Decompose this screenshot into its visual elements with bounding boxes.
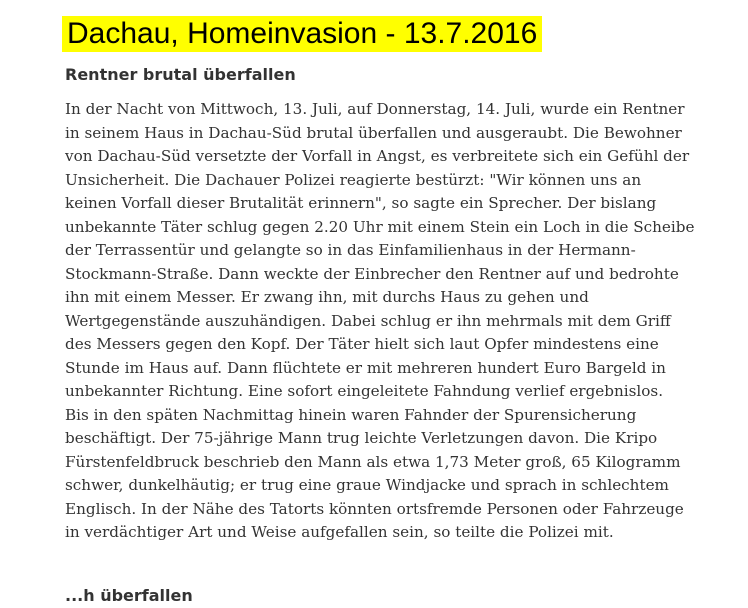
article-line: Stunde im Haus auf. Dann flüchtete er mit mehreren hundert Euro Bargeld in (65, 358, 666, 377)
article-line: Englisch. In der Nähe des Tatorts könnten ortsfremde Personen oder Fahrzeuge (65, 499, 684, 518)
article-line: Fürstenfeldbruck beschrieb den Mann als etwa 1,73 Meter groß, 65 Kilogramm (65, 452, 681, 471)
article-line: unbekannter Richtung. Eine sofort eingeleitete Fahndung verlief ergebnislos. (65, 382, 664, 400)
article-heading: Rentner brutal überfallen (65, 65, 296, 84)
article-line: in seinem Haus in Dachau-Süd brutal überfallen und ausgeraubt. Die Bewohner (65, 123, 682, 142)
article-line: keinen Vorfall dieser Brutalität erinnern", so sagte ein Sprecher. Der bislang (65, 194, 657, 212)
article-line: der Terrassentür und gelangte so in das Einfamilienhaus in der Hermann- (65, 241, 636, 259)
article-line: Stockmann-Straße. Dann weckte der Einbrecher den Rentner auf und bedrohte (65, 264, 679, 283)
article-body (65, 98, 745, 545)
article-line: schwer, dunkelhäutig; er trug eine graue Windjacke und sprach in schlechtem (65, 476, 669, 494)
next-article-heading: ...h überfallen (65, 586, 193, 605)
article-line: ihn mit einem Messer. Er zwang ihn, mit durchs Haus zu gehen und (65, 288, 589, 306)
article-line: in verdächtiger Art und Weise aufgefallen sein, so teilte die Polizei mit. (65, 523, 614, 541)
article-line: des Messers gegen den Kopf. Der Täter hielt sich laut Opfer mindestens eine (65, 335, 659, 353)
article-line: Unsicherheit. Die Dachauer Polizei reagierte bestürzt: "Wir können uns an (65, 170, 642, 189)
article-line: von Dachau-Süd versetzte der Vorfall in Angst, es verbreitete sich ein Gefühl der (65, 147, 690, 165)
article-line: unbekannte Täter schlug gegen 2.20 Uhr mit einem Stein ein Loch in die Scheibe (65, 217, 695, 236)
article-line: In der Nacht von Mittwoch, 13. Juli, auf Donnerstag, 14. Juli, wurde ein Rentner (65, 100, 685, 118)
article-line: Bis in den späten Nachmittag hinein waren Fahnder der Spurensicherung (65, 405, 637, 424)
article-line: beschäftigt. Der 75-jährige Mann trug leichte Verletzungen davon. Die Kripo (65, 429, 658, 447)
highlighted-title-banner: Dachau, Homeinvasion - 13.7.2016 (62, 16, 542, 52)
article-line: Wertgegenstände auszuhändigen. Dabei schlug er ihn mehrmals mit dem Griff (65, 311, 671, 330)
